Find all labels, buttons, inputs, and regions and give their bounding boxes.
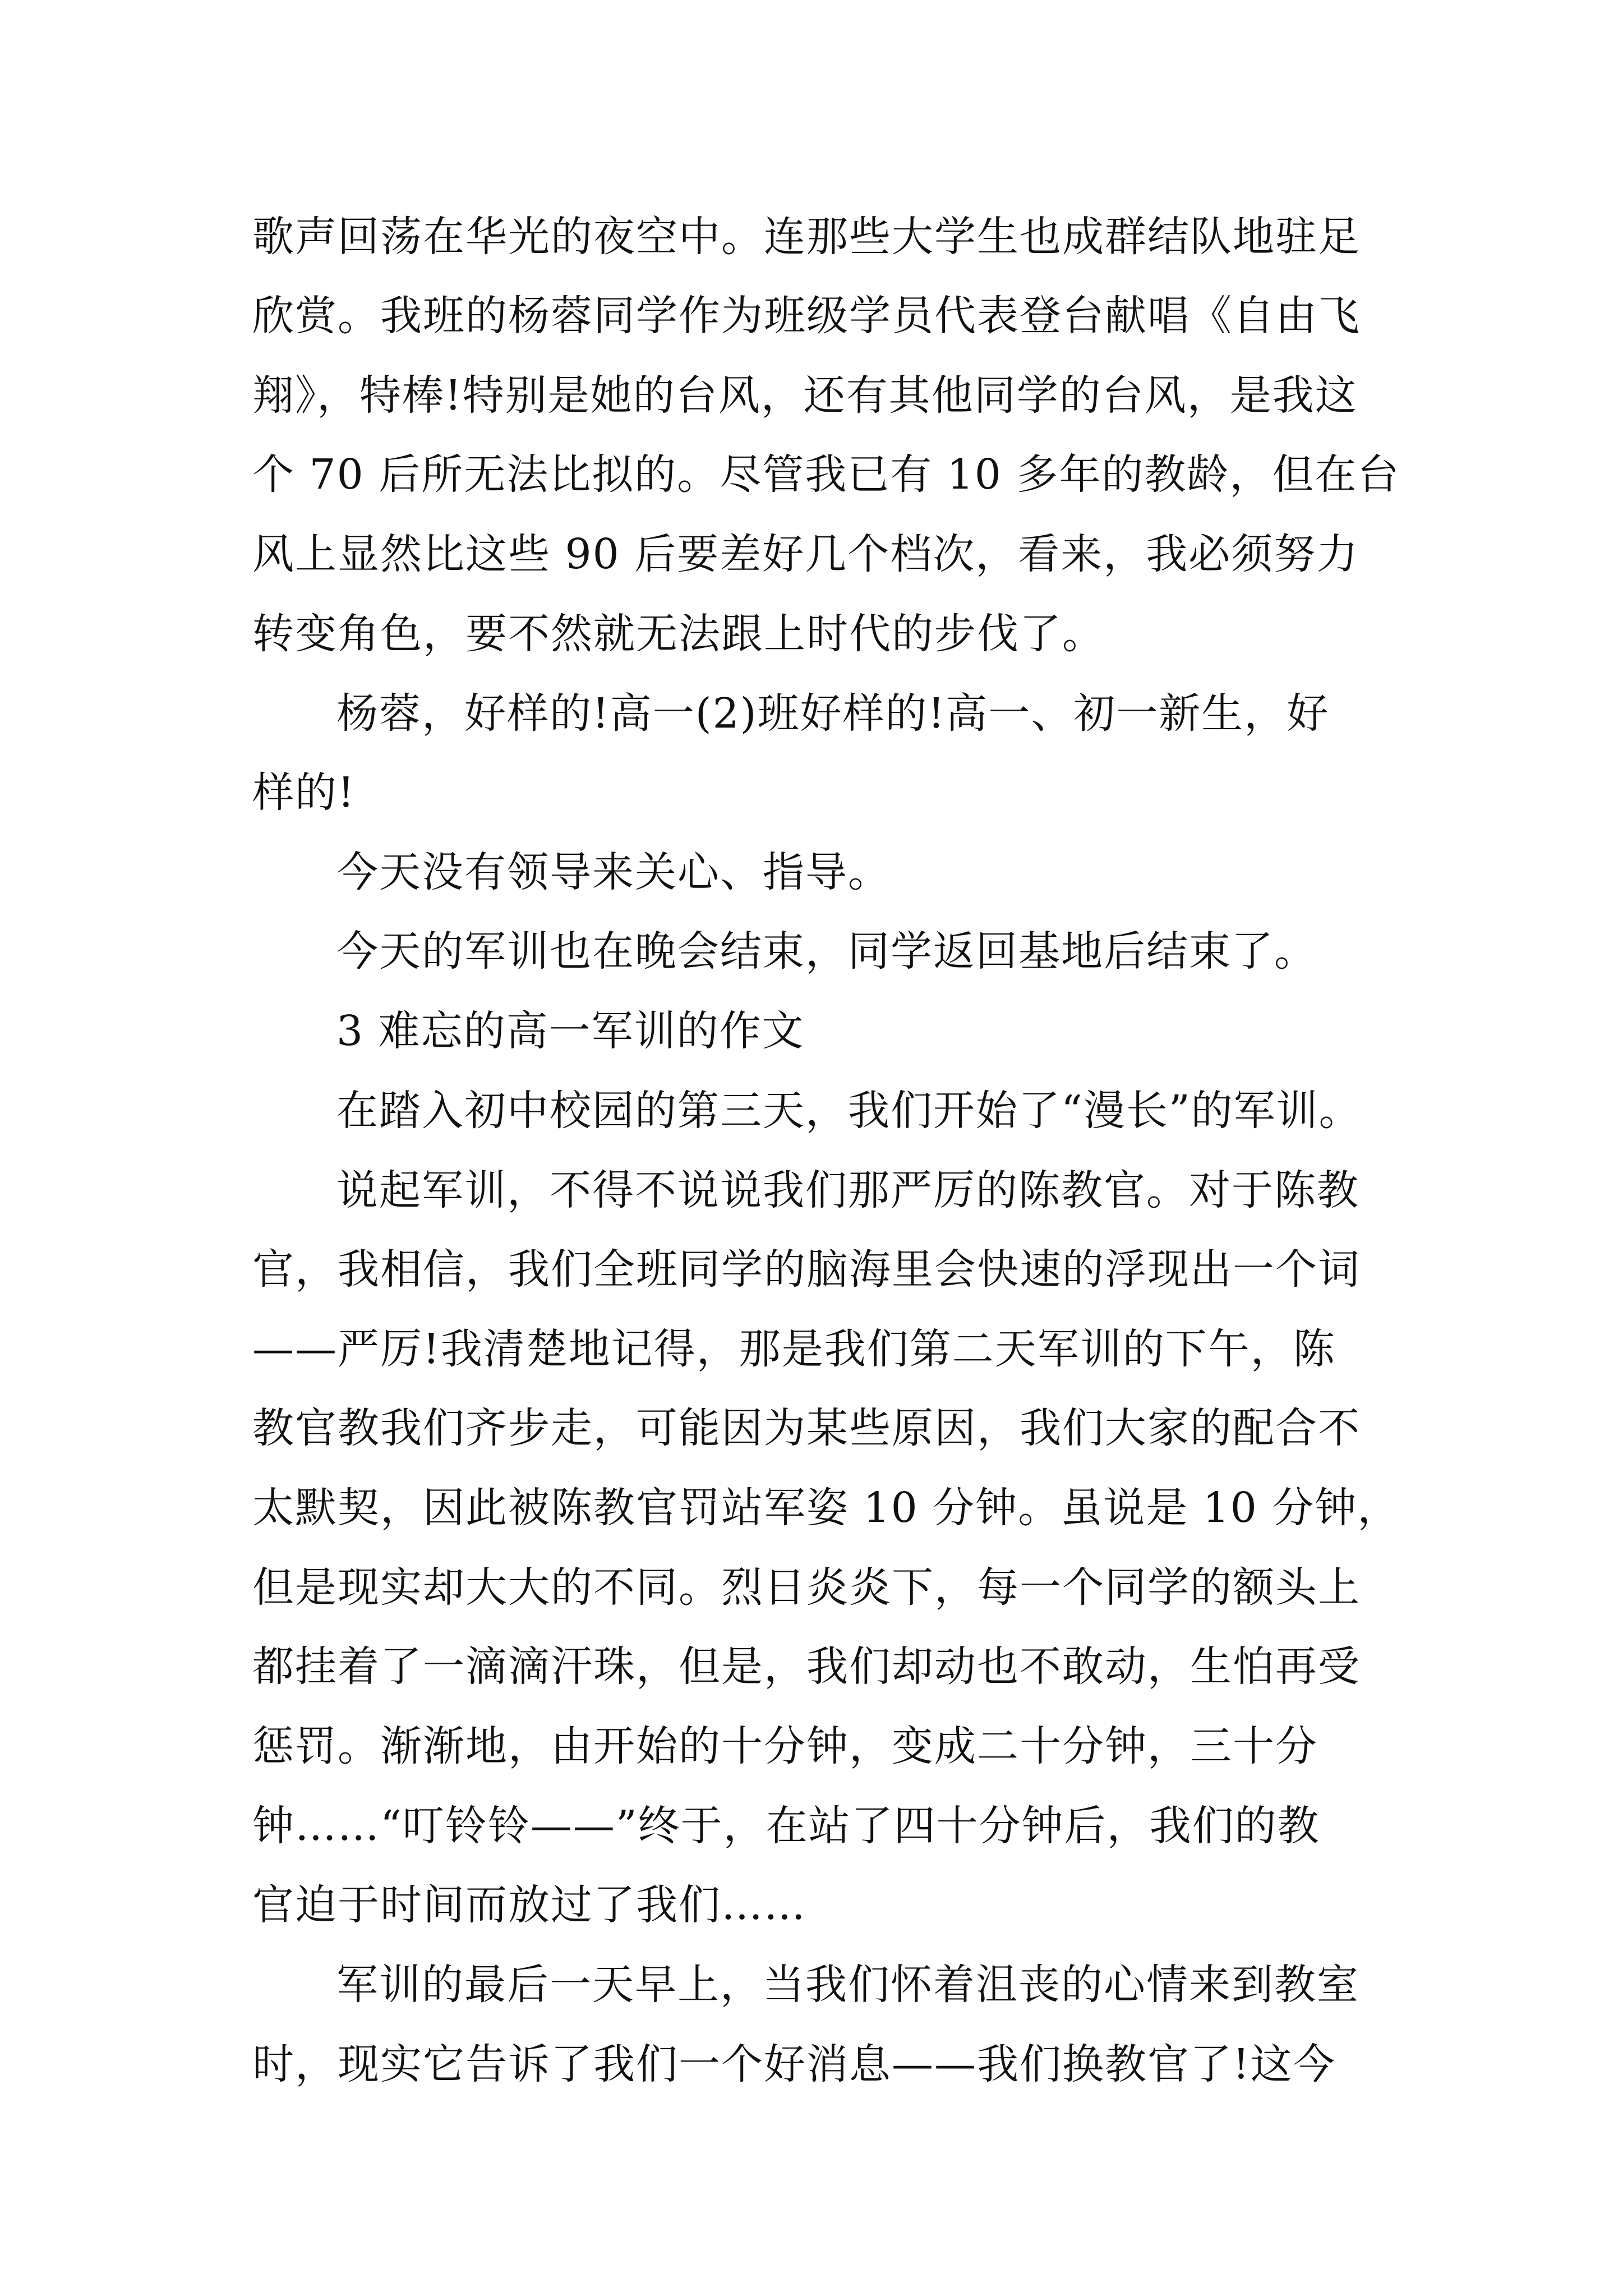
text-line: 钟……“叮铃铃——”终于，在站了四十分钟后，我们的教 [252,1802,1320,1850]
text-line: 时，现实它告诉了我们一个好消息——我们换教官了!这今 [252,2040,1336,2088]
text-line: 但是现实却大大的不同。烈日炎炎下，每一个同学的额头上 [252,1563,1361,1612]
text-line: 太默契，因此被陈教官罚站军姿 10 分钟。虽说是 10 分钟， [252,1484,1400,1532]
paragraph-first-line: 今天没有领导来关心、指导。 [336,848,891,896]
text-line: 翔》，特棒!特别是她的台风，还有其他同学的台风，是我这 [252,371,1358,420]
text-line: 风上显然比这些 90 后要差好几个档次，看来，我必须努力 [252,530,1359,578]
text-line: 欣赏。我班的杨蓉同学作为班级学员代表登台献唱《自由飞 [252,292,1361,340]
paragraph-first-line: 在踏入初中校园的第三天，我们开始了“漫长”的军训。 [336,1087,1362,1135]
text-line: 歌声回荡在华光的夜空中。连那些大学生也成群结队地驻足 [252,213,1361,261]
paragraph-first-line: 今天的军训也在晚会结束，同学返回基地后结束了。 [336,927,1317,976]
text-line: 转变角色，要不然就无法跟上时代的步伐了。 [252,610,1105,658]
text-line: 都挂着了一滴滴汗珠，但是，我们却动也不敢动，生怕再受 [252,1642,1361,1691]
text-line: 样的! [252,769,356,817]
text-line: 个 70 后所无法比拟的。尽管我已有 10 多年的教龄，但在台 [252,450,1400,499]
text-line: 教官教我们齐步走，可能因为某些原因，我们大家的配合不 [252,1404,1361,1452]
paragraph-first-line: 杨蓉，好样的!高一(2)班好样的!高一、初一新生，好 [336,689,1330,738]
text-line: 官迫于时间而放过了我们…… [252,1881,806,1929]
text-line: 惩罚。渐渐地，由开始的十分钟，变成二十分钟，三十分 [252,1722,1318,1770]
text-line: 官，我相信，我们全班同学的脑海里会快速的浮现出一个词 [252,1245,1361,1294]
paragraph-first-line: 军训的最后一天早上，当我们怀着沮丧的心情来到教室 [336,1961,1359,2009]
paragraph-first-line: 说起军训，不得不说说我们那严厉的陈教官。对于陈教 [336,1166,1359,1214]
text-line: ——严厉!我清楚地记得，那是我们第二天军训的下午，陈 [252,1325,1336,1373]
section-heading: 3 难忘的高一军训的作文 [336,1007,805,1055]
